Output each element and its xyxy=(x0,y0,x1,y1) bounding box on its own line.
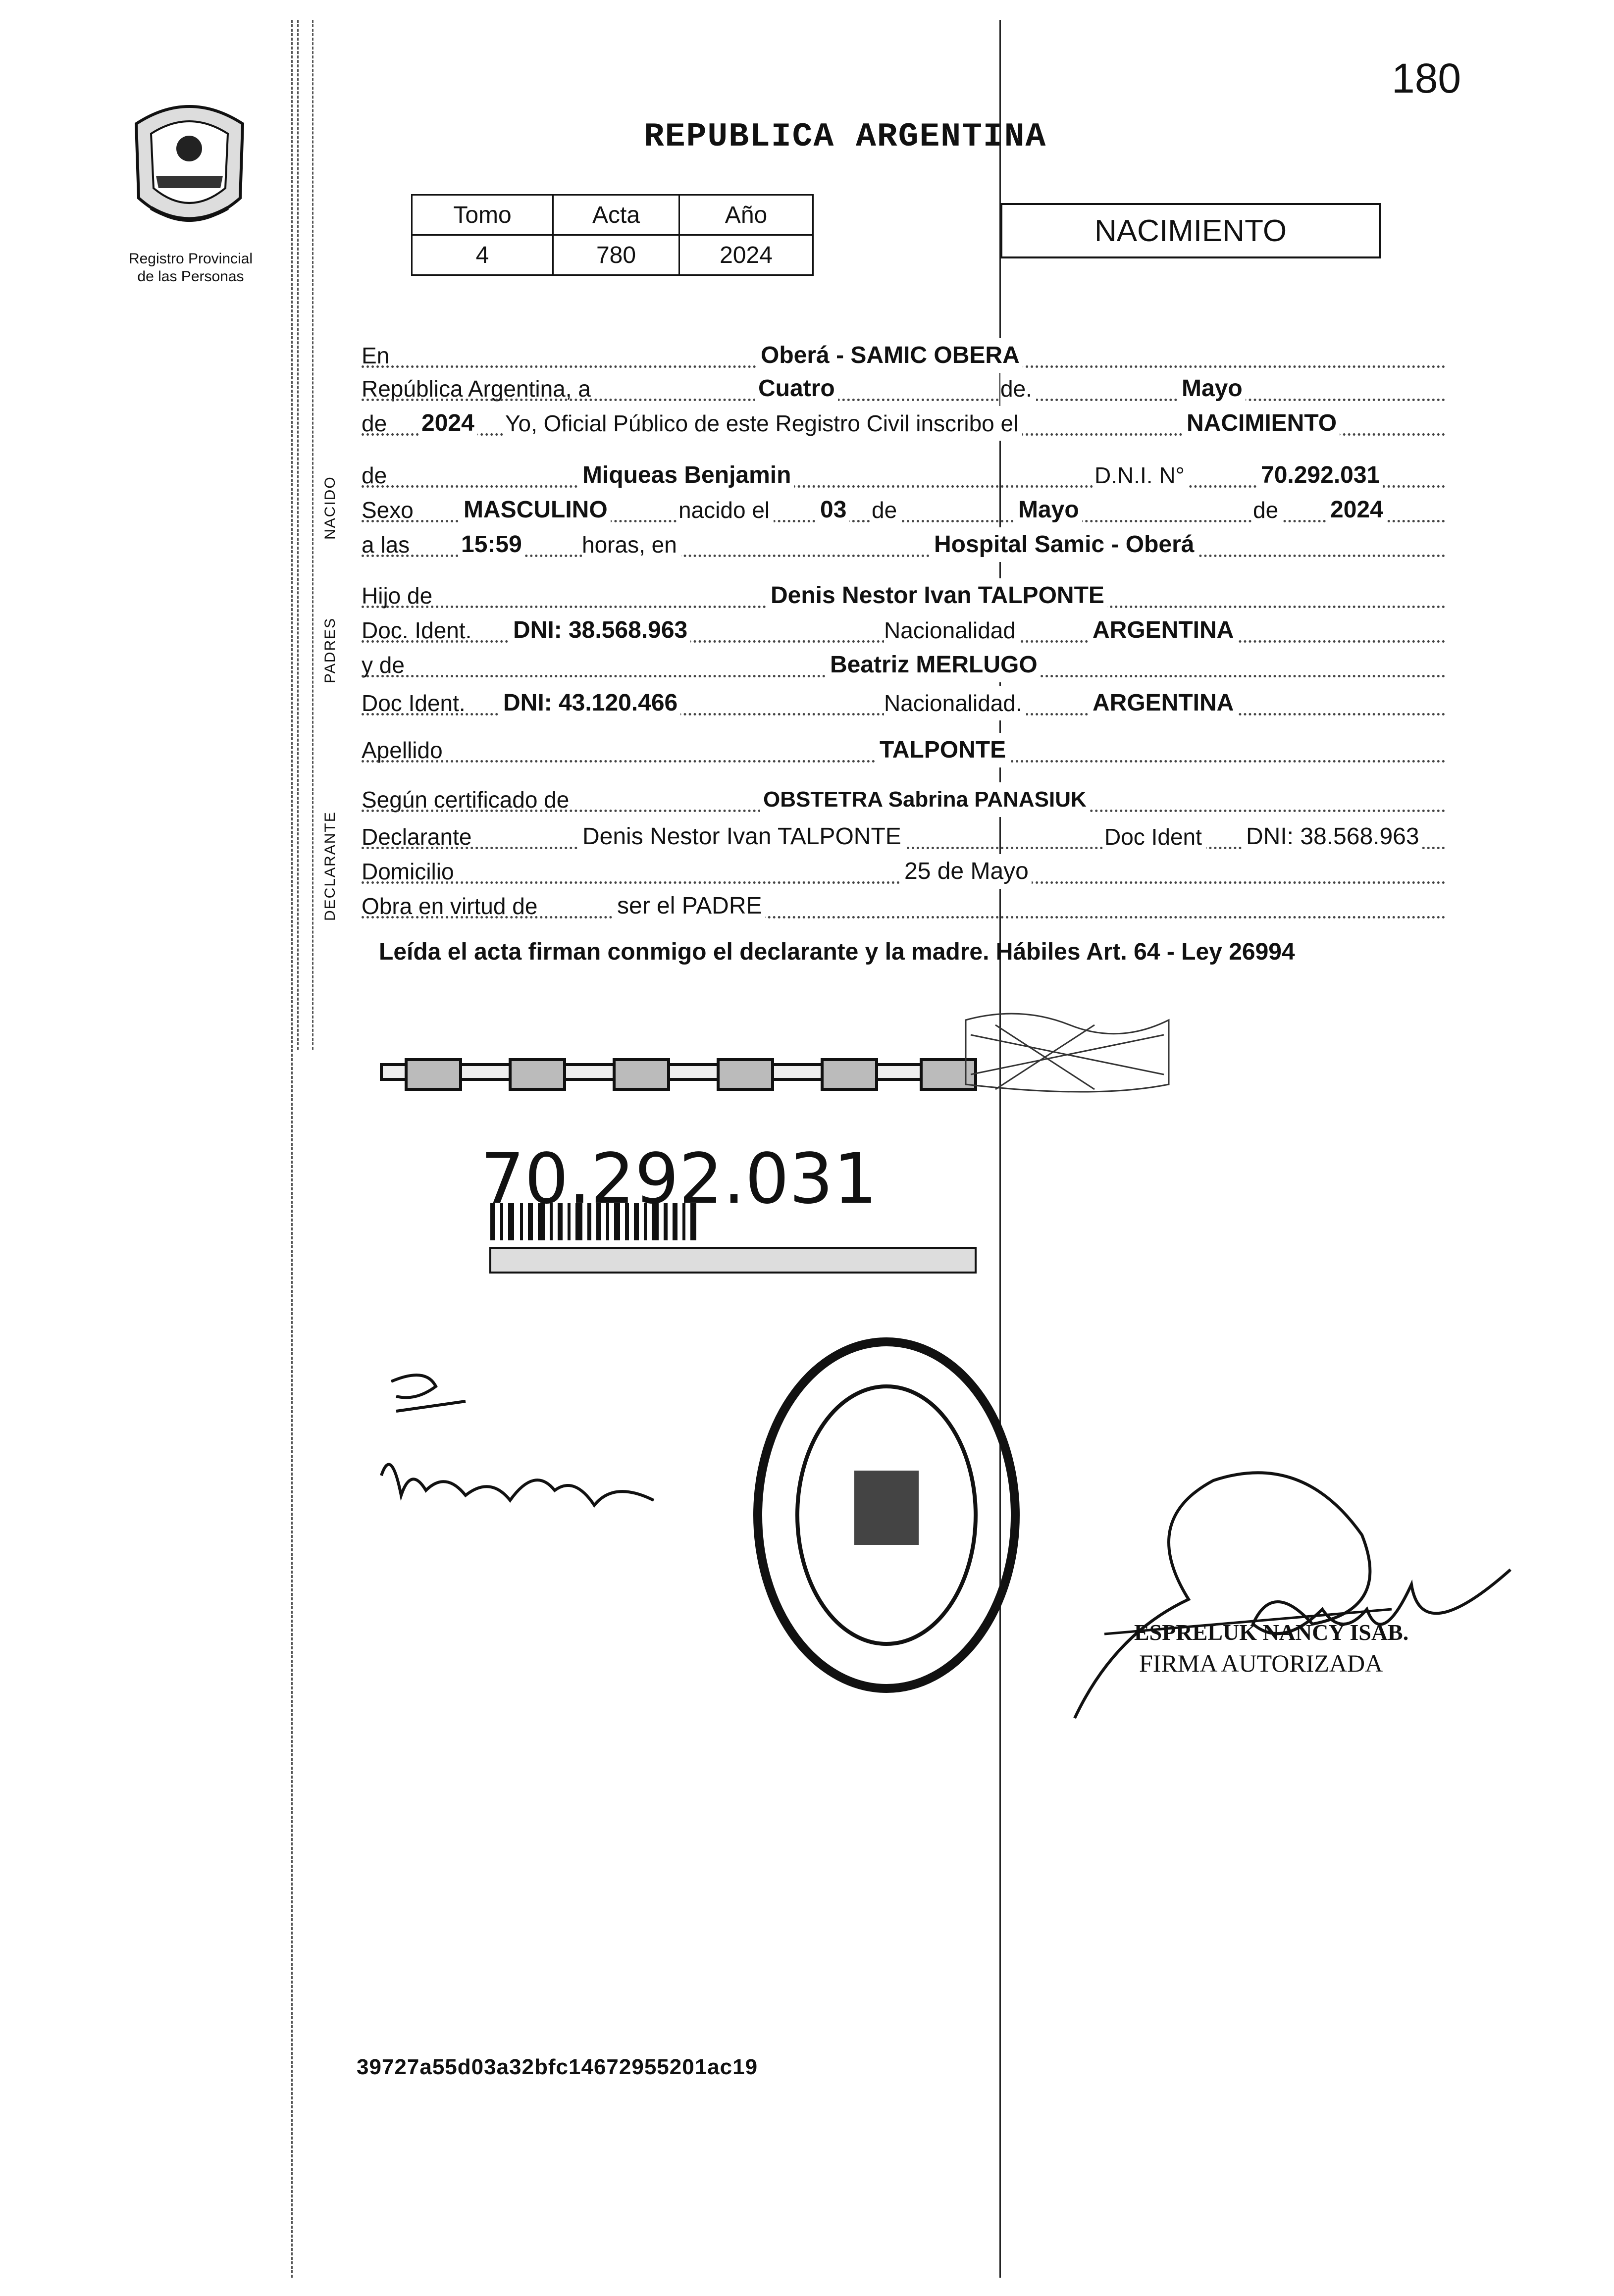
text-oficial: Yo, Oficial Público de este Registro Civil inscribo el xyxy=(505,406,1022,441)
value-year: 2024 xyxy=(418,406,477,441)
label-nacionalidad-1: Nacionalidad xyxy=(884,613,1020,648)
security-strip-bottom xyxy=(490,1248,976,1273)
label-de-3: de xyxy=(1253,493,1282,527)
label-declarante: Declarante xyxy=(362,824,475,850)
value-birth-month: Mayo xyxy=(1015,493,1082,527)
label-dni: D.N.I. N° xyxy=(1094,458,1189,493)
value-mother-doc: DNI: 43.120.466 xyxy=(500,686,680,720)
margin-rule-3 xyxy=(312,20,313,1050)
value-declarante: Denis Nestor Ivan TALPONTE xyxy=(579,819,904,854)
value-en: Oberá - SAMIC OBERA xyxy=(758,338,1023,373)
barcode-number: 70.292.031 xyxy=(480,1139,878,1220)
value-sexo: MASCULINO xyxy=(461,493,611,527)
value-father-name: Denis Nestor Ivan TALPONTE xyxy=(768,578,1107,613)
row-mother xyxy=(362,648,1446,682)
label-doc-ident: Doc Ident xyxy=(1104,819,1206,854)
label-hijo: Hijo de xyxy=(362,583,436,609)
official-signature xyxy=(1065,1461,1520,1758)
official-name: ESPRELUK NANCY ISAB. xyxy=(1134,1620,1409,1645)
value-domicilio: 25 de Mayo xyxy=(901,854,1032,889)
value-birth-year: 2024 xyxy=(1327,493,1386,527)
misiones-crest-logo xyxy=(121,94,258,243)
value-father-doc: DNI: 38.568.963 xyxy=(510,613,690,648)
row-domicilio xyxy=(362,854,1446,889)
value-birth-time: 15:59 xyxy=(458,527,525,562)
label-republica: República Argentina, a xyxy=(362,376,595,402)
value-birth-place: Hospital Samic - Oberá xyxy=(931,527,1197,562)
label-year-prefix: de xyxy=(362,410,391,436)
document-title: REPUBLICA ARGENTINA xyxy=(644,118,1047,156)
row-certificado xyxy=(362,782,1446,817)
guilloche-pattern xyxy=(966,1014,1169,1092)
record-type-box: NACIMIENTO xyxy=(1000,203,1381,258)
document-hash: 39727a55d03a32bfc14672955201ac19 xyxy=(357,2055,758,2079)
value-obra: ser el PADRE xyxy=(614,889,765,923)
value-acta: 780 xyxy=(553,235,679,275)
value-dni: 70.292.031 xyxy=(1258,458,1383,493)
security-strip-top xyxy=(381,1060,976,1089)
label-domicilio: Domicilio xyxy=(362,859,458,884)
row-year xyxy=(362,406,1446,441)
side-label-padres: PADRES xyxy=(322,617,338,683)
label-name: de xyxy=(362,462,391,488)
page-number: 180 xyxy=(1392,55,1461,102)
row-republica xyxy=(362,371,1446,406)
row-declarante xyxy=(362,819,1446,854)
header-anio: Año xyxy=(679,195,813,235)
value-mother-name: Beatriz MERLUGO xyxy=(827,648,1041,682)
side-label-nacido: NACIDO xyxy=(322,476,338,540)
value-declarante-doc: DNI: 38.568.963 xyxy=(1243,819,1422,854)
reference-table xyxy=(411,194,814,276)
value-tomo: 4 xyxy=(412,235,553,275)
header-tomo: Tomo xyxy=(412,195,553,235)
label-y-de: y de xyxy=(362,652,409,678)
mother-signature xyxy=(376,1367,674,1530)
label-horas: horas, en xyxy=(582,527,681,562)
label-apellido: Apellido xyxy=(362,737,447,763)
reference-header-row xyxy=(412,195,813,235)
row-sexo xyxy=(362,493,1446,527)
row-hora xyxy=(362,527,1446,562)
official-seal-stamp xyxy=(748,1332,1025,1698)
value-certificado: OBSTETRA Sabrina PANASIUK xyxy=(760,782,1090,817)
label-a-las: a las xyxy=(362,532,414,558)
value-anio: 2024 xyxy=(679,235,813,275)
value-inscribo: NACIMIENTO xyxy=(1184,406,1340,441)
row-mother-doc xyxy=(362,686,1446,720)
value-apellido: TALPONTE xyxy=(877,733,1009,767)
legal-note: Leída el acta firman conmigo el declarante y la madre. Hábiles Art. 64 - Ley 26994 xyxy=(379,939,1295,965)
row-en xyxy=(362,338,1446,373)
label-de: de. xyxy=(1000,371,1036,406)
value-day-words: Cuatro xyxy=(755,371,838,406)
label-doc-2: Doc Ident. xyxy=(362,690,469,716)
value-father-nat: ARGENTINA xyxy=(1090,613,1237,648)
label-nacido: nacido el xyxy=(678,493,774,527)
label-sexo: Sexo xyxy=(362,497,417,523)
row-name xyxy=(362,458,1446,493)
side-label-declarante: DECLARANTE xyxy=(322,811,338,921)
label-obra: Obra en virtud de xyxy=(362,893,541,919)
row-obra xyxy=(362,889,1446,923)
official-caption: FIRMA AUTORIZADA xyxy=(1139,1649,1383,1677)
label-certificado: Según certificado de xyxy=(362,787,573,813)
registry-line-2: de las Personas xyxy=(137,268,244,285)
row-hijo xyxy=(362,578,1446,613)
row-father-doc xyxy=(362,613,1446,648)
margin-rule-2 xyxy=(297,20,299,1050)
registry-caption xyxy=(104,250,277,286)
value-name: Miqueas Benjamin xyxy=(579,458,794,493)
header-acta: Acta xyxy=(553,195,679,235)
margin-rule-1 xyxy=(291,20,293,2278)
label-nacionalidad-2: Nacionalidad. xyxy=(884,686,1026,720)
registry-line-1: Registro Provincial xyxy=(128,251,253,267)
label-doc-1: Doc. Ident. xyxy=(362,617,475,643)
row-apellido xyxy=(362,733,1446,767)
value-month: Mayo xyxy=(1179,371,1246,406)
label-en: En xyxy=(362,343,393,368)
value-birth-day: 03 xyxy=(817,493,849,527)
label-de-2: de xyxy=(872,493,901,527)
reference-value-row xyxy=(412,235,813,275)
value-mother-nat: ARGENTINA xyxy=(1090,686,1237,720)
